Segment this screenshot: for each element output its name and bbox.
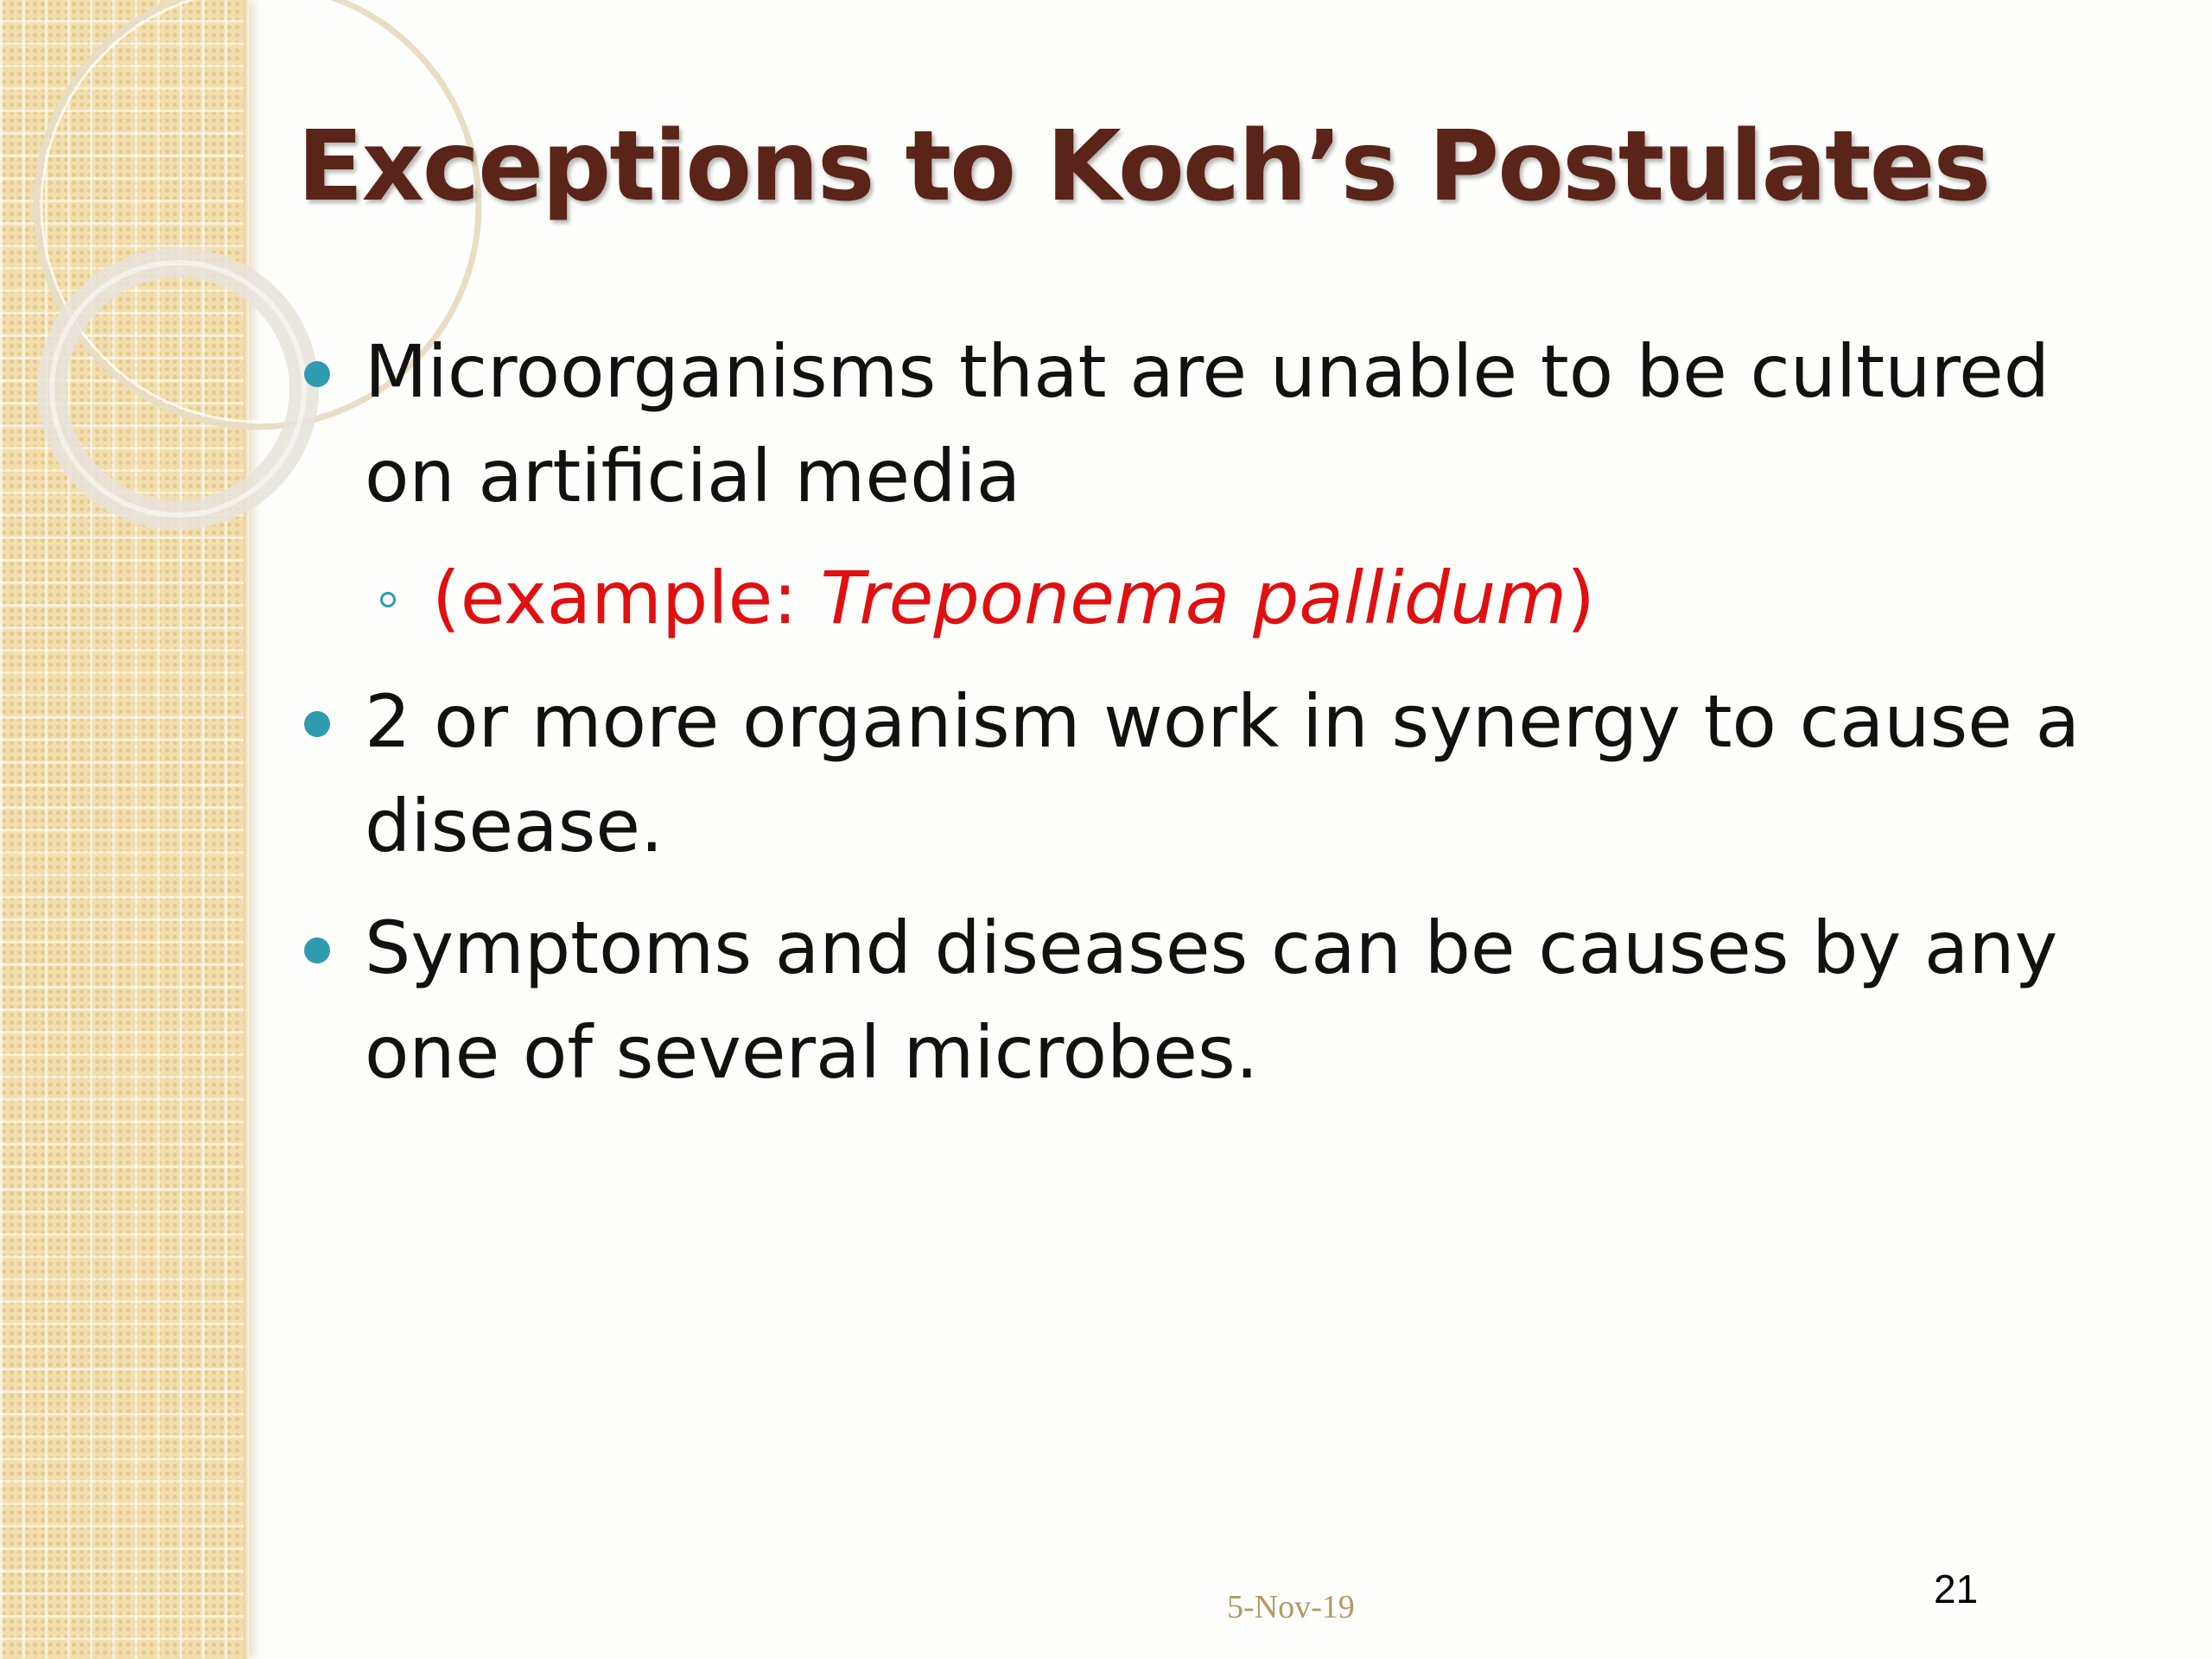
bullet-item bbox=[297, 896, 2129, 1105]
bullet-dot-icon bbox=[304, 938, 330, 963]
page-number: 21 bbox=[1934, 1567, 1979, 1611]
footer-date: 5-Nov-19 bbox=[1227, 1589, 1355, 1625]
side-strip-edge bbox=[244, 0, 249, 1659]
bullet-dot-icon bbox=[304, 361, 330, 387]
bullet-text: 2 or more organism work in synergy to cause a disease. bbox=[365, 679, 2081, 868]
bullet-list bbox=[297, 320, 2129, 1122]
species-name: Treponema pallidum bbox=[820, 556, 1567, 640]
sub-bullet-suffix: ) bbox=[1567, 556, 1595, 640]
sub-bullet-item bbox=[297, 546, 2129, 651]
sub-bullet-ring-icon bbox=[380, 592, 396, 607]
bullet-dot-icon bbox=[304, 711, 330, 737]
slide-title: Exceptions to Koch’s Postulates bbox=[297, 111, 1990, 223]
bullet-item bbox=[297, 670, 2129, 879]
bullet-text: Symptoms and diseases can be causes by any one of several microbes. bbox=[365, 906, 2058, 1095]
bullet-item bbox=[297, 320, 2129, 529]
bullet-text: Microorganisms that are unable to be cultured on artificial media bbox=[365, 329, 2050, 518]
sub-bullet-prefix: (example: bbox=[432, 556, 821, 640]
decorative-side-strip bbox=[0, 0, 249, 1659]
